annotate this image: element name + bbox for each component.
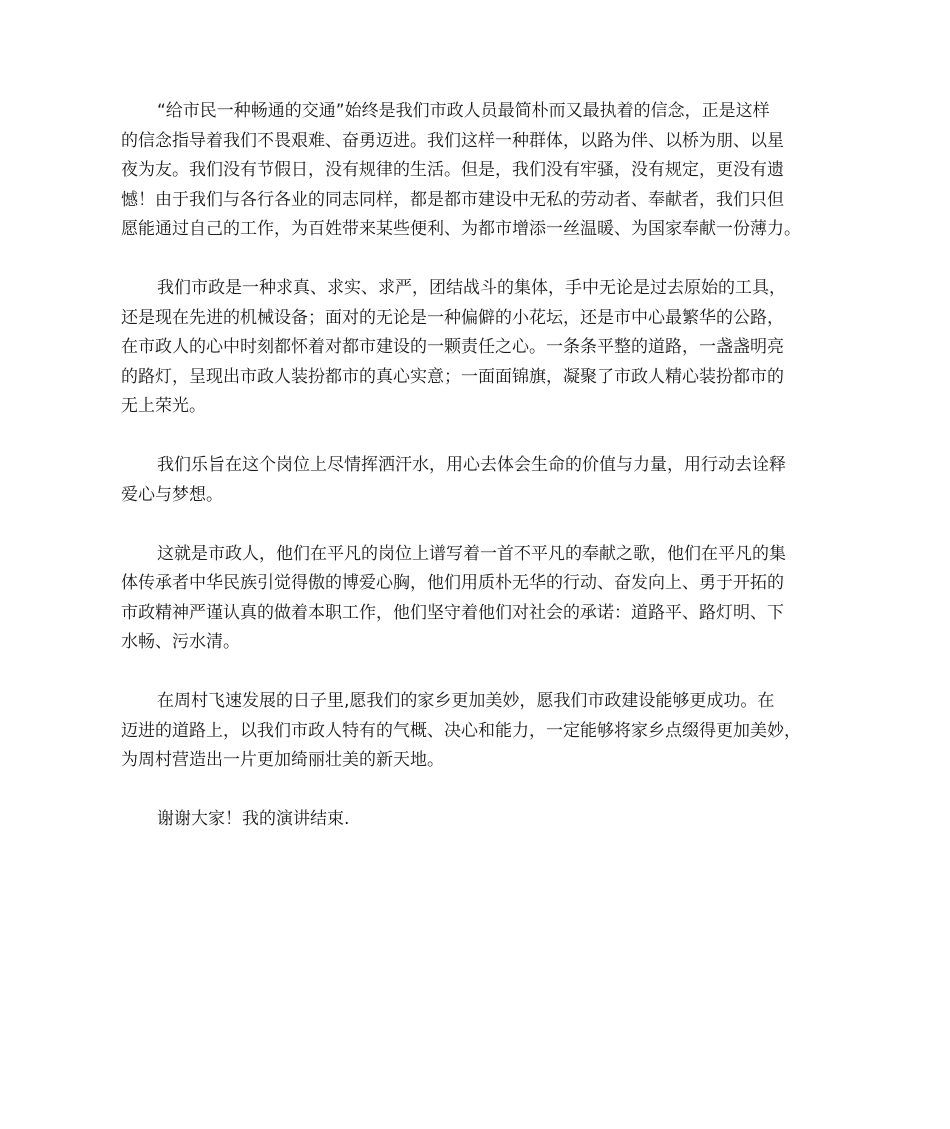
paragraph-3: 我们乐旨在这个岗位上尽情挥洒汗水，用心去体会生命的价值与力量，用行动去诠释 爱心与梦想。 <box>121 455 786 505</box>
paragraph-1: “给市民一种畅通的交通”始终是我们市政人员最简朴而又最执着的信念，正是这样 的信念指导着我们不畏艰难、奋勇迈进。我们这样一种群体，以路为伴、以桥为朋、以星 夜为友。我们没有节假日，没有规律的生活。但是，我们没有牢骚，没有规定，更没有遗 憾！由于我们与各行各业的同志同样，都是都市建设中无私的劳动者、奉献者，我们只但 愿能通过自己的工作，为百姓带来某些便利、为都市增添一丝温暖、为国家奉献一份薄力。 <box>121 101 801 239</box>
document-body <box>121 97 841 864</box>
closing-line: 谢谢大家！我的演讲结束. <box>157 809 350 829</box>
paragraph-5: 在周村飞速发展的日子里,愿我们的家乡更加美妙，愿我们市政建设能够更成功。在 迈进的道路上，以我们市政人特有的气概、决心和能力，一定能够将家乡点缀得更加美妙， 为周村营造出一片更加绮丽壮美的新天地。 <box>121 691 801 770</box>
paragraph-2: 我们市政是一种求真、求实、求严，团结战斗的集体，手中无论是过去原始的工具， 还是现在先进的机械设备；面对的无论是一种偏僻的小花坛，还是市中心最繁华的公路， 在市政人的心中时刻都怀着对都市建设的一颗责任之心。一条条平整的道路，一盏盏明亮 的路灯，呈现出市政人装扮都市的真心实意；一面面锦旗，凝聚了市政人精心装扮都市的 无上荣光。 <box>121 278 786 416</box>
paragraph-4: 这就是市政人，他们在平凡的岗位上谱写着一首不平凡的奉献之歌，他们在平凡的集 体传承者中华民族引觉得傲的博爱心胸，他们用质朴无华的行动、奋发向上、勇于开拓的 市政精神严谨认真的做着本职工作，他们坚守着他们对社会的承诺：道路平、路灯明、下 水畅、污水清。 <box>121 543 786 652</box>
